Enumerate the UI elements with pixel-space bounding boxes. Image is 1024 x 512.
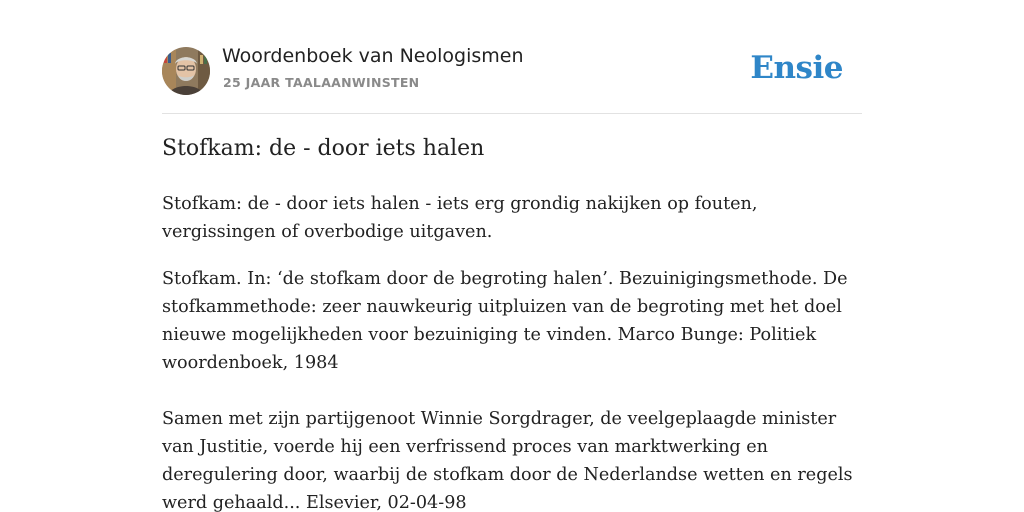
site-header <box>162 0 862 114</box>
article-container <box>162 0 862 512</box>
ensie-logo[interactable]: Ensie <box>750 50 843 86</box>
entry-definition: Stofkam: de - door iets halen - iets erg grondig nakijken op fouten, vergissingen of overbodige uitgaven. <box>162 194 758 242</box>
avatar[interactable] <box>162 47 210 95</box>
entry-content <box>162 190 862 512</box>
site-subtitle: 25 JAAR TAALAANWINSTEN <box>223 75 420 90</box>
entry-title: Stofkam: de - door iets halen <box>162 136 485 161</box>
entry-citations: Stofkam. In: ‘de stofkam door de begroting halen’. Bezuinigingsmethode. De stofkammethode: zeer nauwkeurig uitpluizen van de begroting met het doel nieuwe mogelijkheden voor bezuiniging te vinden. Marco Bunge: Politiek woordenboek, 1984 Samen met zijn partijgenoot Winnie Sorgdrager, de veelgeplaagde minister van Justitie, voerde hij een verfrissend proces van marktwerking en deregulering door, waarbij de stofkam door de Nederlandse wetten en regels werd gehaald... Elsevier, 02-04-98 <box>162 269 853 512</box>
site-title[interactable]: Woordenboek van Neologismen <box>222 45 524 67</box>
portrait-avatar-icon <box>162 47 210 95</box>
